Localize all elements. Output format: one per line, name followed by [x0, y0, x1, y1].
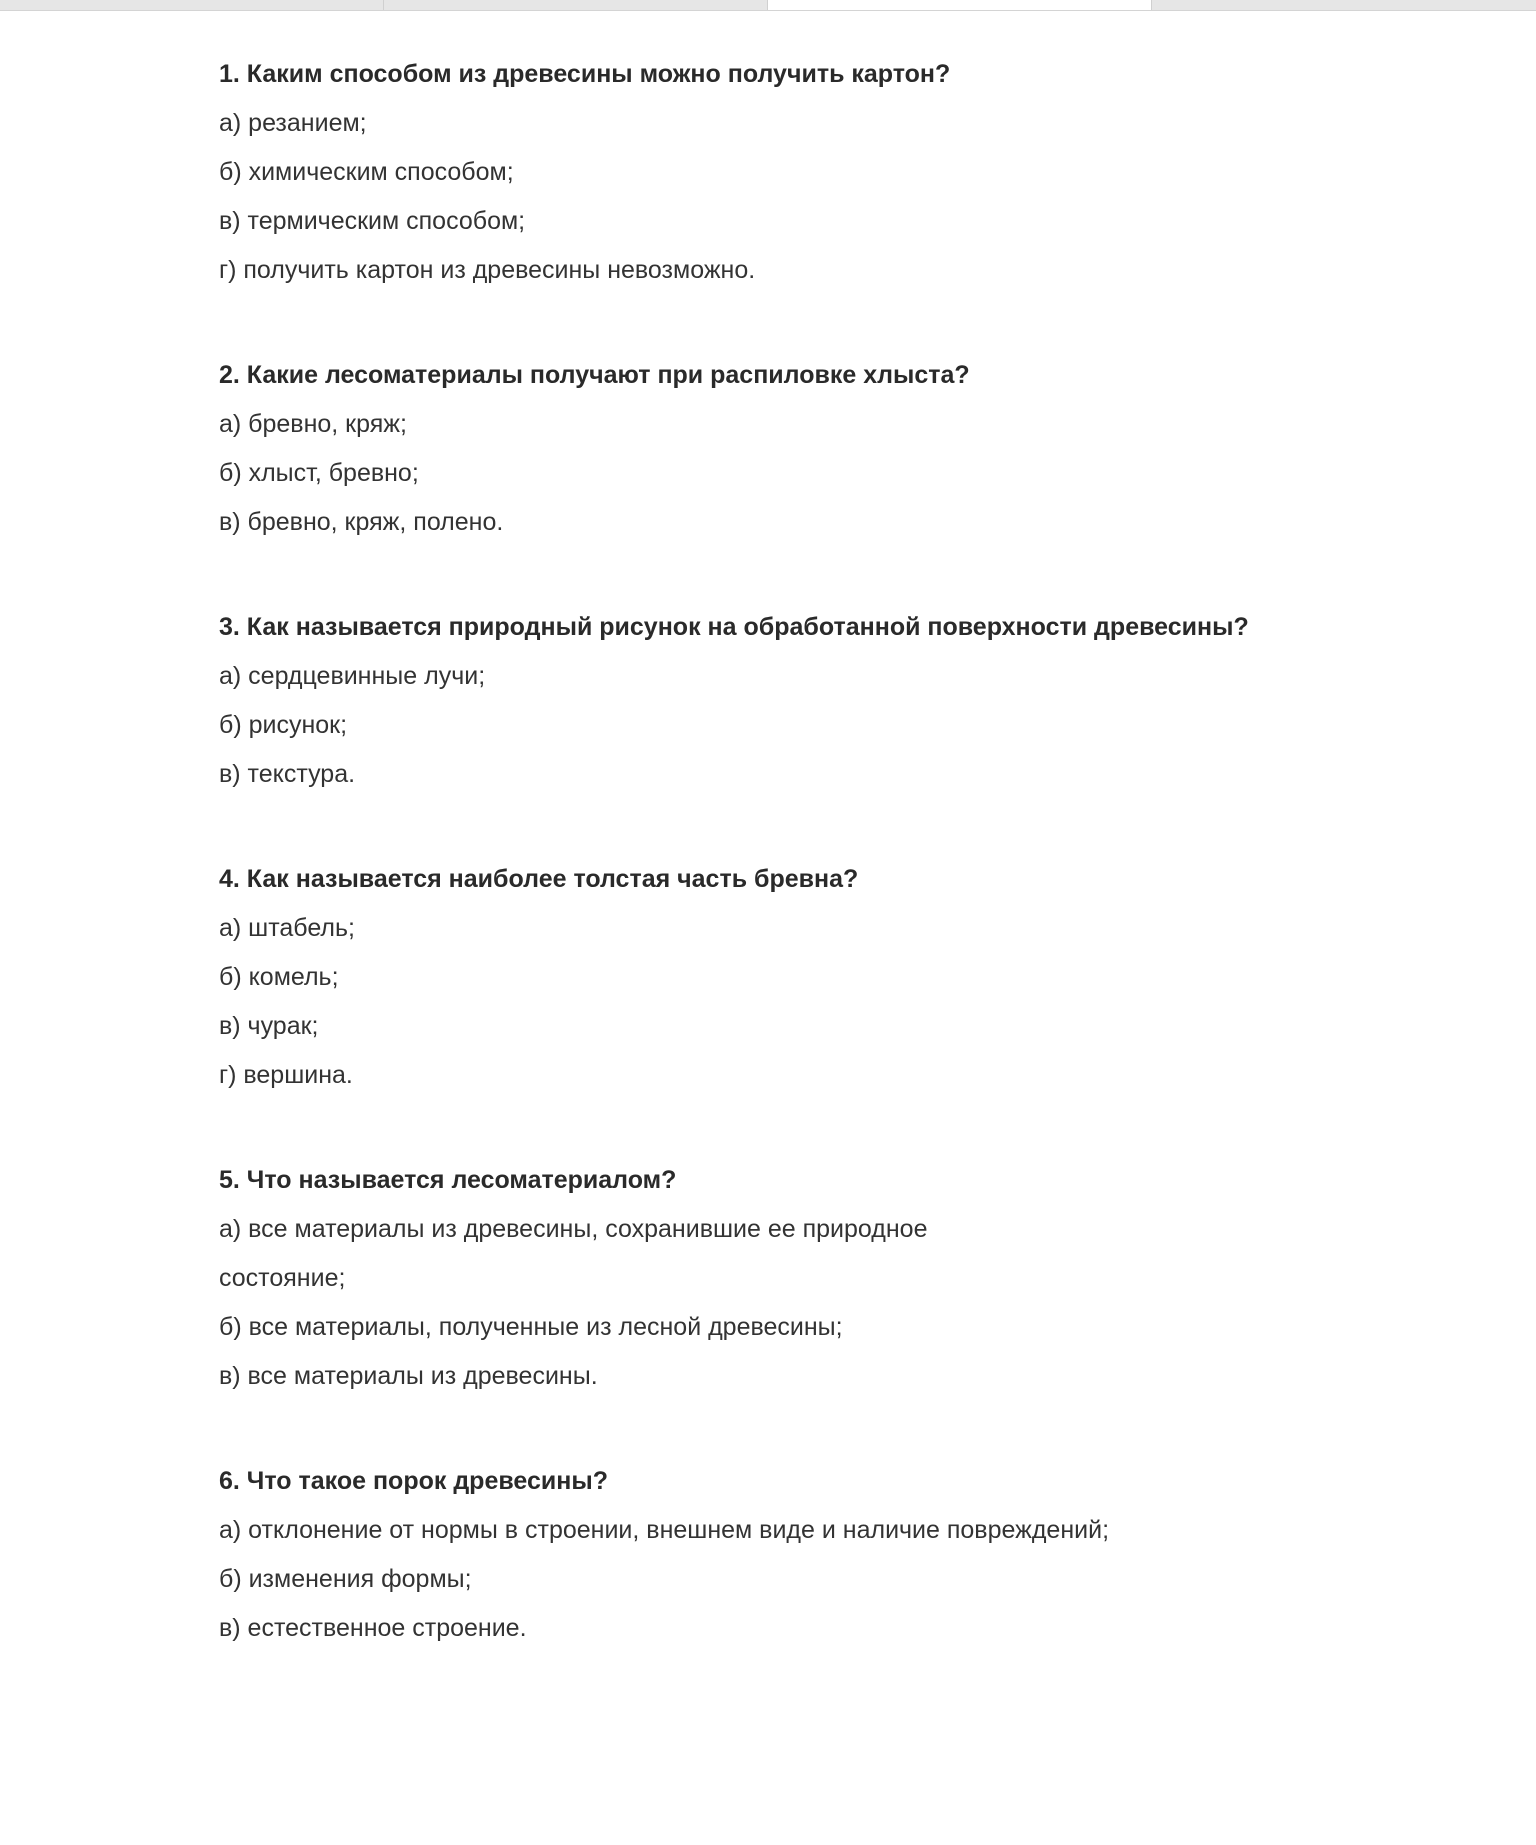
- answer-option: а) сердцевинные лучи;: [219, 662, 486, 690]
- answer-option: г) вершина.: [219, 1061, 353, 1089]
- question-6: [219, 1465, 1399, 1645]
- browser-tab-4[interactable]: [1152, 0, 1536, 10]
- answer-option: б) хлыст, бревно;: [219, 459, 419, 487]
- question-title: 2. Какие лесоматериалы получают при распиловке хлыста?: [219, 361, 970, 389]
- answer-option: б) изменения формы;: [219, 1565, 472, 1593]
- answer-option: а) штабель;: [219, 914, 355, 942]
- question-4: [219, 863, 1399, 1092]
- answer-option-continuation: состояние;: [219, 1264, 346, 1292]
- question-title: 4. Как называется наиболее толстая часть бревна?: [219, 865, 859, 893]
- answer-option: б) все материалы, полученные из лесной древесины;: [219, 1313, 843, 1341]
- question-title: 5. Что называется лесоматериалом?: [219, 1166, 677, 1194]
- answer-option: г) получить картон из древесины невозможно.: [219, 256, 756, 284]
- browser-tab-1[interactable]: [0, 0, 384, 10]
- question-1: [219, 58, 1399, 287]
- answer-option: б) рисунок;: [219, 711, 348, 739]
- question-title: 3. Как называется природный рисунок на обработанной поверхности древесины?: [219, 613, 1249, 641]
- question-2: [219, 359, 1399, 539]
- browser-tab-strip: [0, 0, 1536, 11]
- answer-option: а) все материалы из древесины, сохранившие ее природное: [219, 1215, 928, 1243]
- answer-option: в) чурак;: [219, 1012, 319, 1040]
- browser-tab-2[interactable]: [384, 0, 768, 10]
- answer-option: в) текстура.: [219, 760, 356, 788]
- question-3: [219, 611, 1399, 791]
- answer-option: в) естественное строение.: [219, 1614, 527, 1642]
- question-5: [219, 1164, 1399, 1393]
- quiz-document: [219, 58, 1399, 1717]
- answer-option: в) термическим способом;: [219, 207, 526, 235]
- answer-option: б) комель;: [219, 963, 339, 991]
- answer-option: б) химическим способом;: [219, 158, 514, 186]
- answer-option: а) отклонение от нормы в строении, внешнем виде и наличие повреждений;: [219, 1516, 1110, 1544]
- browser-tab-3-active[interactable]: [768, 0, 1152, 10]
- answer-option: а) бревно, кряж;: [219, 410, 407, 438]
- question-title: 6. Что такое порок древесины?: [219, 1467, 608, 1495]
- answer-option: в) бревно, кряж, полено.: [219, 508, 504, 536]
- answer-option: в) все материалы из древесины.: [219, 1362, 598, 1390]
- question-title: 1. Каким способом из древесины можно получить картон?: [219, 60, 951, 88]
- answer-option: а) резанием;: [219, 109, 367, 137]
